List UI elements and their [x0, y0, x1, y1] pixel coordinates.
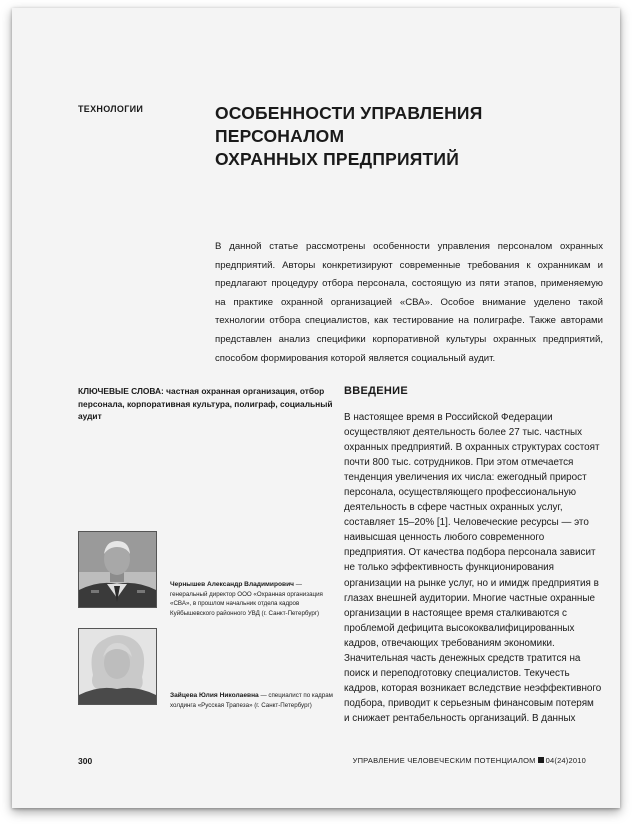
introduction-body: В настоящее время в Российской Федерации осуществляют деятельность более 27 тыс. частных охранных предприятий. В охранных структурах состоят почти 800 тыс. сотрудников. При этом отмечается тенденция увеличения их числа: ежегодный прирост персонала, осуществляющего профессиональную деятельность в сфере частных охранных услуг, составляет 15–20% [1]. Человеческие ресурсы — это наивысшая ценность любого современного предприятия. От качества подбора персонала зависит не только эффективность функционирования организации на рынке услуг, но и имидж предприятия в глазах внешней аудитории. Многие частные охранные организации в настоящее время сталкиваются с проблемой дефицита высококвалифицированных кадров, отвечающих требованиям экономики. Значительная часть денежных средств тратится на поиск и переподготовку специалистов. Текучесть кадров, которая возникает вследствие неэффективного подбора, приводит к серьезным финансовым потерям и снижает рентабельность организаций. В данных	[344, 412, 602, 724]
article-title	[215, 102, 595, 171]
author-description: — специалист по кадрам холдинга «Русская Трапеза» (г. Санкт-Петербург)	[170, 692, 333, 709]
section-tag: ТЕХНОЛОГИИ	[78, 104, 144, 114]
author-bio-chernyshev	[170, 580, 338, 618]
journal-page	[12, 8, 620, 808]
author-description: — генеральный директор ООО «Охранная организация «СВА», в прошлом начальник отдела кадров Куйбышевского районного УВД (г. Санкт-Петербург)	[170, 581, 323, 617]
keywords-text: частная охранная организация, отбор персонала, корпоративная культура, полиграф, социальный аудит	[78, 386, 333, 421]
article-title-line-2: ОХРАННЫХ ПРЕДПРИЯТИЙ	[215, 149, 459, 169]
author-name: Чернышев Александр Владимирович	[170, 581, 294, 588]
woman-portrait-icon	[79, 629, 156, 704]
author-photo-zaytseva	[78, 628, 157, 705]
introduction-heading: ВВЕДЕНИЕ	[344, 385, 408, 397]
page-number: 300	[78, 756, 93, 766]
journal-name: УПРАВЛЕНИЕ ЧЕЛОВЕЧЕСКИМ ПОТЕНЦИАЛОМ	[352, 756, 536, 765]
journal-footer	[353, 756, 586, 765]
article-title-line-1: ОСОБЕННОСТИ УПРАВЛЕНИЯ ПЕРСОНАЛОМ	[215, 103, 483, 146]
author-bio-zaytseva	[170, 691, 338, 710]
man-portrait-icon	[79, 532, 156, 607]
author-name: Зайцева Юлия Николаевна	[170, 692, 259, 699]
article-abstract: В данной статье рассмотрены особенности управления персоналом охранных предприятий. Авторы конкретизируют современные требования к охранникам и предлагают процедуру отбора персонала, состоящую из пяти этапов, применяемую на практике охранной организацией «СВА». Особое внимание уделено такой технологии отбора специалистов, как тестирование на полиграфе. Также авторами представлен анализ специфики корпоративной культуры охранных предприятий, способом формирования которой является социальный аудит.	[215, 241, 603, 364]
author-photo-chernyshev	[78, 531, 157, 608]
keywords-label: КЛЮЧЕВЫЕ СЛОВА:	[78, 386, 164, 396]
keywords	[78, 385, 336, 423]
journal-issue: 04(24)2010	[545, 756, 586, 765]
square-bullet-icon	[538, 757, 544, 763]
